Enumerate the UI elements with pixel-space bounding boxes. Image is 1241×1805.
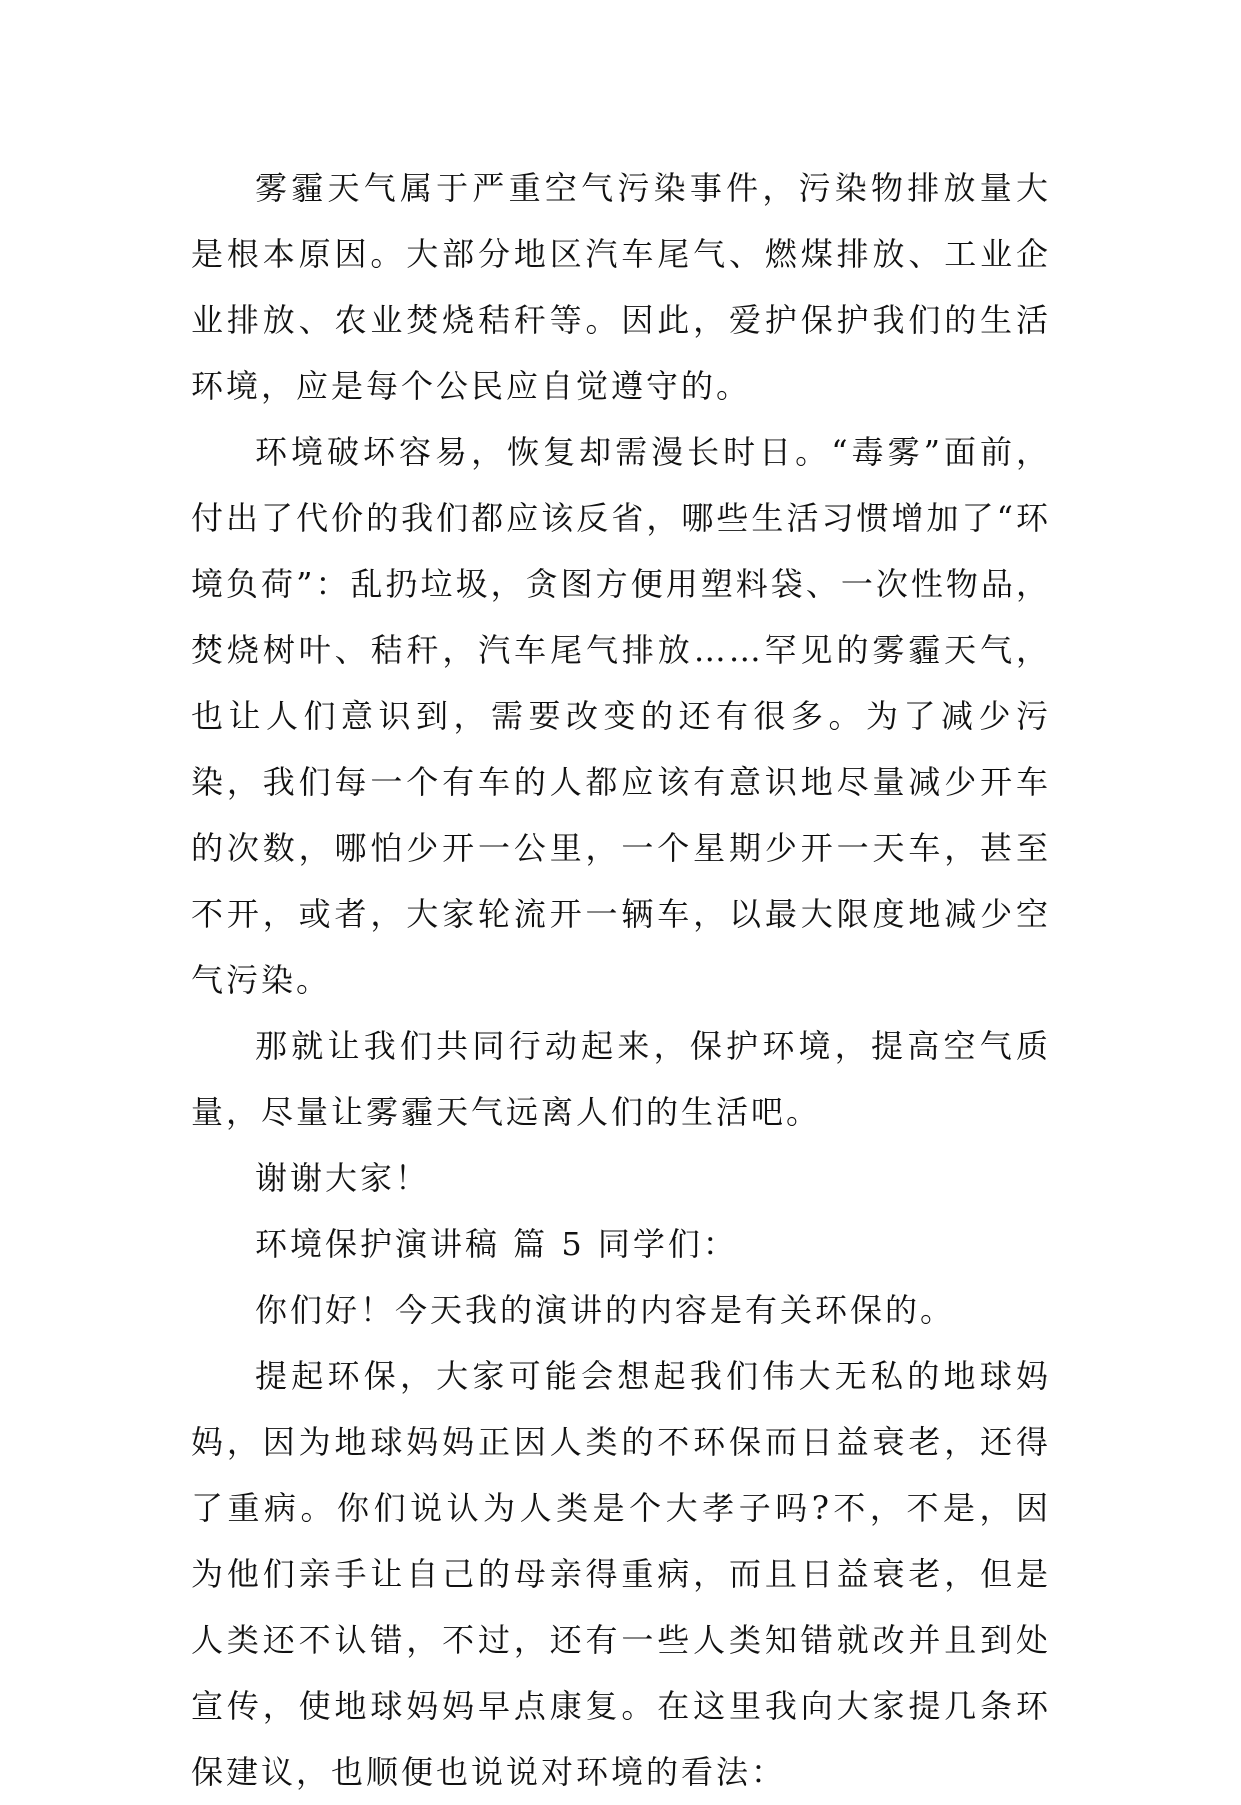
document-body xyxy=(191,155,1051,1805)
speech-heading: 环境保护演讲稿 篇 5 同学们： xyxy=(255,1225,738,1263)
paragraph-thanks: 谢谢大家！ xyxy=(255,1159,431,1197)
paragraph-environment-damage: 环境破坏容易，恢复却需漫长时日。“毒雾”面前，付出了代价的我们都应该反省，哪些生活习惯增加了“环境负荷”：乱扔垃圾，贪图方便用塑料袋、一次性物品，焚烧树叶、秸秆，汽车尾气排放……罕见的雾霾天气，也让人们意识到，需要改变的还有很多。为了减少污染，我们每一个有车的人都应该有意识地尽量减少开车的次数，哪怕少开一公里，一个星期少开一天车，甚至不开，或者，大家轮流开一辆车，以最大限度地减少空气污染。 xyxy=(191,433,1051,999)
paragraph-smog-causes: 雾霾天气属于严重空气污染事件，污染物排放量大是根本原因。大部分地区汽车尾气、燃煤排放、工业企业排放、农业焚烧秸秆等。因此，爱护保护我们的生活环境，应是每个公民应自觉遵守的。 xyxy=(191,169,1051,405)
paragraph-mother-earth: 提起环保，大家可能会想起我们伟大无私的地球妈妈，因为地球妈妈正因人类的不环保而日益衰老，还得了重病。你们说认为人类是个大孝子吗?不，不是，因为他们亲手让自己的母亲得重病，而且日益衰老，但是人类还不认错，不过，还有一些人类知错就改并且到处宣传，使地球妈妈早点康复。在这里我向大家提几条环保建议，也顺便也说说对环境的看法： xyxy=(191,1357,1051,1791)
paragraph-greeting: 你们好！今天我的演讲的内容是有关环保的。 xyxy=(255,1291,956,1329)
paragraph-call-to-action: 那就让我们共同行动起来，保护环境，提高空气质量，尽量让雾霾天气远离人们的生活吧。 xyxy=(191,1027,1051,1131)
